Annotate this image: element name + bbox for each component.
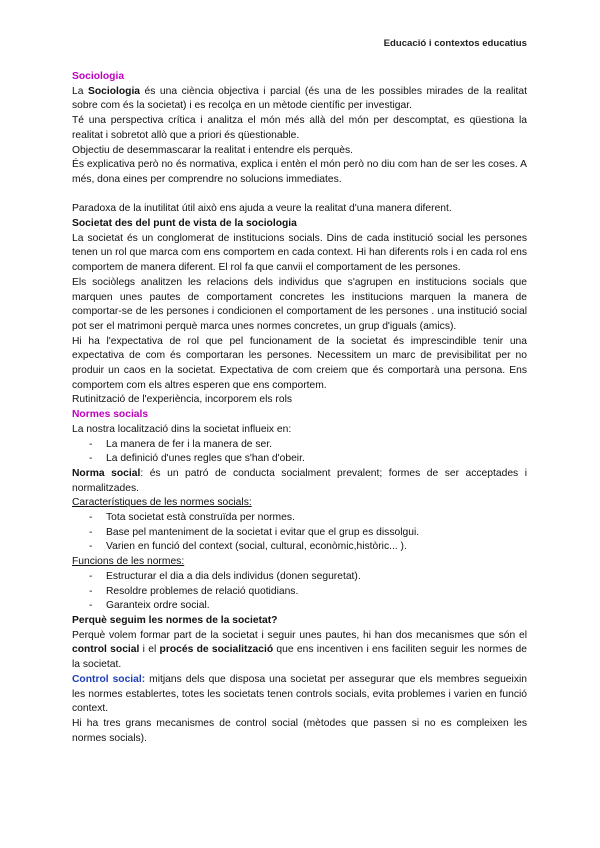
paragraph: Els sociòlegs analitzen les relacions dels individus que s'agrupen en institucions socials que marquen unes pautes de comportament concretes les institucions marquen la manera de comportar-se de les persones i condicionen el comportament de les persones . una institució social pot ser el matrimoni perquè marca unes normes concretes, un grup d'iguals (amics). (72, 276, 527, 332)
list-item: - La definició d'unes regles que s'han d'obeir. (72, 452, 527, 467)
subheading: Característiques de les normes socials: (72, 497, 252, 509)
paragraph: Té una perspectiva crítica i analitza el món més allà del món per descomptat, es qüestiona la realitat i sobretot allò que a priori és qüestionable. (72, 115, 527, 141)
bullet-list (72, 438, 527, 467)
paragraph: La nostra localització dins la societat influeix en: (72, 423, 292, 435)
term-bold: Sociologia (87, 85, 141, 97)
page-header: Educació i contextos educatius (383, 38, 527, 49)
text: mitjans dels que disposa una societat per assegurar que els membres segueixin les normes establertes, totes les societats tenen controls socials, evita problemes i varien en funció context. (72, 673, 527, 715)
paragraph (72, 85, 527, 114)
paragraph (72, 467, 527, 496)
term-bold: Norma social (72, 467, 141, 479)
subheading: Funcions de les normes: (72, 556, 185, 568)
section-heading-perque: Perquè seguim les normes de la societat? (72, 615, 278, 626)
list-item: - Resoldre problemes de relació quotidians. (72, 585, 527, 600)
text: La (72, 85, 88, 97)
paragraph: La societat és un conglomerat de institucions socials. Dins de cada institució social les persones tenen un rol que marca com ens comportem en cada context. Hi han diferents rols i en cada rol ens comportem de manera diferent. El rol fa que canvii el comportament de les persones. (72, 232, 527, 274)
list-item: - La manera de fer i la manera de ser. (72, 438, 527, 453)
paragraph: Rutinització de l'experiència, incorporem els rols (72, 394, 293, 406)
paragraph (72, 673, 527, 717)
list-item: - Base pel manteniment de la societat i evitar que el grup es dissolgui. (72, 526, 527, 541)
spacer (72, 188, 527, 203)
text: que ens incentiven i ens faciliten seguir les normes de la societat. (72, 644, 527, 671)
paragraph: Objectiu de desemmascarar la realitat i entendre els perquès. (72, 144, 354, 156)
term-bold: procés de socialització (159, 644, 274, 656)
bullet-list (72, 511, 527, 555)
list-item: - Varien en funció del context (social, cultural, econòmic,històric... ). (72, 540, 527, 555)
section-heading-societat: Societat des del punt de vista de la sociologia (72, 218, 297, 230)
text: és una ciència objectiva i parcial (és una de les possibles mirades de la realitat sobre com és la societat) i es recolça en un mètode científic per investigar. (72, 85, 527, 112)
paragraph: És explicativa però no és normativa, explica i entèn el món però no diu com han de ser les coses. A més, dona eines per comprendre no solucions immediates. (72, 159, 527, 185)
term-blue: Control social: (72, 673, 146, 685)
text: i el (139, 644, 160, 656)
section-heading-normes: Normes socials (72, 409, 149, 421)
bullet-list (72, 570, 527, 614)
list-item: - Estructurar el dia a dia dels individus (donen seguretat). (72, 570, 527, 585)
section-heading-sociologia: Sociologia (72, 71, 125, 82)
paragraph: Paradoxa de la inutilitat útil això ens ajuda a veure la realitat d'una manera diferent. (72, 203, 452, 215)
term-bold: control social (72, 644, 140, 656)
paragraph (72, 629, 527, 673)
paragraph: Hi ha tres grans mecanismes de control social (mètodes que passen si no es compleixen les normes socials). (72, 717, 527, 744)
text: Perquè volem formar part de la societat i seguir unes pautes, hi han dos mecanismes que són el (72, 629, 527, 641)
paragraph: Hi ha l'expectativa de rol que pel funcionament de la societat és imprescindible tenir una expectativa de com és comportaran les persones. Necessitem un marc de previsibilitat per no produir un caos en la societat. Expectativa de com creiem que és comportarà una persona. Ens comportem com els altres esperen que ens comportem. (72, 335, 527, 391)
list-item: - Tota societat està construïda per normes. (72, 511, 527, 526)
list-item: - Garanteix ordre social. (72, 599, 527, 614)
document-body (72, 70, 527, 746)
text: : és un patró de conducta socialment prevalent; formes de ser acceptades i normalitzades. (72, 467, 527, 494)
